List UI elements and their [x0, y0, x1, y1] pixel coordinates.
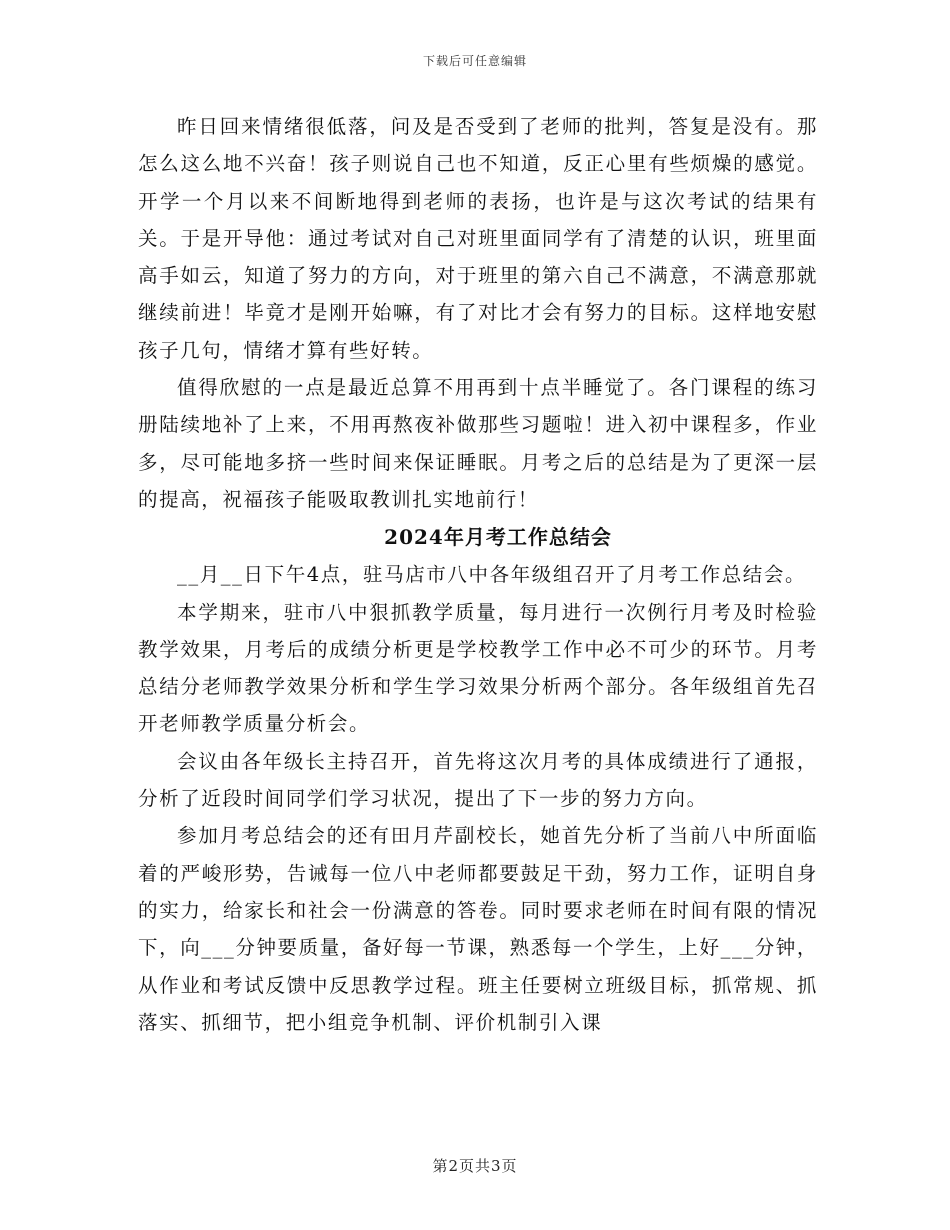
document-body — [138, 108, 818, 1041]
paragraph-2: 值得欣慰的一点是最近总算不用再到十点半睡觉了。各门课程的练习册陆续地补了上来，不用再熬夜补做那些习题啦！进入初中课程多，作业多，尽可能地多挤一些时间来保证睡眠。月考之后的总结是为了更深一层的提高，祝福孩子能吸取教训扎实地前行！ — [138, 376, 818, 511]
page-header: 下载后可任意编辑 — [422, 54, 527, 68]
page-footer: 第2页共3页 — [432, 1157, 518, 1175]
paragraph-4: 本学期来，驻市八中狠抓教学质量，每月进行一次例行月考及时检验教学效果，月考后的成绩分析更是学校教学工作中必不可少的环节。月考总结分老师教学效果分析和学生学习效果分析两个部分。各年级组首先召开老师教学质量分析会。 — [138, 600, 818, 736]
paragraph-1: 昨日回来情绪很低落，问及是否受到了老师的批判，答复是没有。那怎么这么地不兴奋！孩子则说自己也不知道，反正心里有些烦燥的感觉。开学一个月以来不间断地得到老师的表扬，也许是与这次考试的结果有关。于是开导他：通过考试对自己对班里面同学有了清楚的认识，班里面高手如云，知道了努力的方向，对于班里的第六自己不满意，不满意那就继续前进！毕竟才是刚开始嘛，有了对比才会有努力的目标。这样地安慰孩子几句，情绪才算有些好转。 — [138, 115, 818, 362]
section-title: 2024年月考工作总结会 — [384, 525, 612, 550]
paragraph-5: 会议由各年级长主持召开，首先将这次月考的具体成绩进行了通报，分析了近段时间同学们学习状况，提出了下一步的努力方向。 — [138, 749, 818, 811]
paragraph-3: __月__日下午4点，驻马店市八中各年级组召开了月考工作总结会。 — [177, 563, 807, 587]
paragraph-6: 参加月考总结会的还有田月芹副校长，她首先分析了当前八中所面临着的严峻形势，告诫每一位八中老师都要鼓足干劲，努力工作，证明自身的实力，给家长和社会一份满意的答卷。同时要求老师在时间有限的情况下，向___分钟要质量，备好每一节课，熟悉每一个学生，上好___分钟，从作业和考试反馈中反思教学过程。班主任要树立班级目标，抓常规、抓落实、抓细节，把小组竞争机制、评价机制引入课 — [138, 824, 819, 1034]
